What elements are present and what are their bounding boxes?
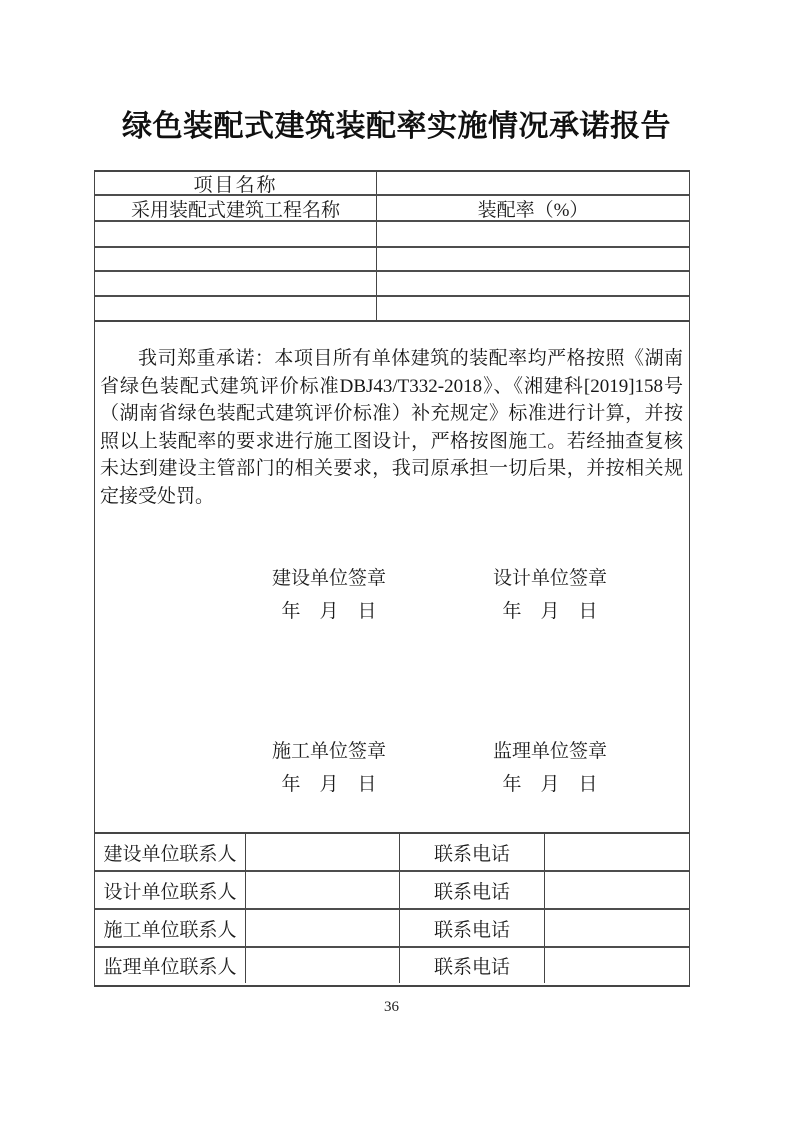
phone-value-blank [545,834,689,872]
page-title: 绿色装配式建筑装配率实施情况承诺报告 [122,110,671,143]
signature-label: 监理单位签章 [492,741,607,762]
contact-label: 监理单位联系人 [95,948,246,983]
phone-value-blank [545,872,689,910]
table-row-blank [95,272,689,297]
contact-label: 设计单位联系人 [95,872,246,910]
phone-label: 联系电话 [400,910,545,948]
works-name-header: 采用装配式建筑工程名称 [95,196,377,220]
project-info-table [95,172,689,322]
phone-value-blank [545,910,689,948]
contact-name-blank [246,834,400,872]
contact-label: 建设单位联系人 [95,834,246,872]
signature-date-line: 年 月 日 [502,774,598,795]
signature-date-line: 年 月 日 [281,774,377,795]
assembly-rate-cell-blank [377,272,689,295]
signature-label: 设计单位签章 [492,568,607,589]
signature-block-supervision-unit [425,736,675,796]
contact-name-blank [246,872,400,910]
table-row-blank [95,297,689,320]
table-row [95,196,689,222]
signature-date-line: 年 月 日 [502,601,598,622]
commitment-section [95,322,689,834]
contact-name-blank [246,910,400,948]
works-name-cell-blank [95,222,377,246]
project-name-label: 项目名称 [95,172,377,194]
assembly-rate-header: 装配率（%） [477,199,589,221]
contact-label: 施工单位联系人 [95,910,246,948]
works-name-cell-blank [95,248,377,270]
assembly-rate-cell-blank [377,248,689,270]
signature-date-line: 年 月 日 [281,601,377,622]
contacts-table [95,834,689,983]
project-name-value [377,172,689,194]
signature-label: 施工单位签章 [271,741,386,762]
form-outer-box [94,170,690,987]
contact-name-blank [246,948,400,983]
works-name-cell-blank [95,272,377,295]
page-number: 36 [384,999,399,1015]
signature-block-design-unit [425,563,675,623]
phone-label: 联系电话 [400,872,545,910]
signature-label: 建设单位签章 [271,568,386,589]
table-row-blank [95,222,689,248]
commitment-paragraph: 我司郑重承诺：本项目所有单体建筑的装配率均严格按照《湖南省绿色装配式建筑评价标准DBJ43/T332-2018》、《湘建科[2019]158号（湖南省绿色装配式建筑评价标准）补充规定》标准进行计算，并按照以上装配率的要求进行施工图设计，严格按图施工。若经抽查复核未达到建设主管部门的相关要求，我司原承担一切后果，并按相关规定接受处罚。 [100,348,683,507]
table-row [95,172,689,196]
phone-label: 联系电话 [400,948,545,983]
table-row-blank [95,248,689,272]
assembly-rate-cell-blank [377,297,689,320]
assembly-rate-cell-blank [377,222,689,246]
phone-value-blank [545,948,689,983]
phone-label: 联系电话 [400,834,545,872]
works-name-cell-blank [95,297,377,320]
